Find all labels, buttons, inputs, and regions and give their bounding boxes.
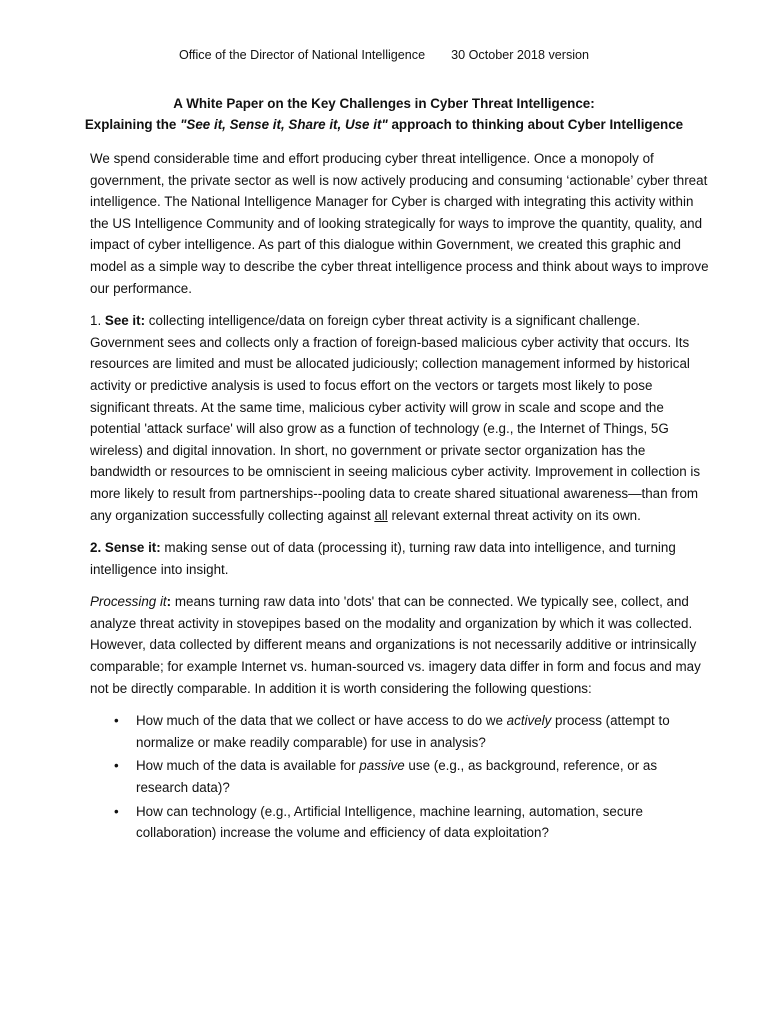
list-item-text: How much of the data that we collect or have access to do we (136, 713, 507, 729)
section-1-underlined: all (374, 507, 388, 523)
title-line-2-italic: "See it, Sense it, Share it, Use it" (180, 117, 388, 132)
title-line-2 (0, 114, 768, 135)
section-2-heading: Sense it: (104, 540, 161, 556)
document-body (90, 148, 710, 846)
list-item-italic: actively (506, 713, 552, 729)
section-2-number: 2. (90, 540, 105, 556)
list-item (90, 755, 710, 798)
bullet-icon: • (114, 713, 119, 729)
title-line-2-prefix: Explaining the (84, 117, 181, 132)
list-item-text-end: use (e.g., as background, reference, or as research data)? (136, 758, 658, 796)
list-item (90, 801, 710, 844)
section-sense-it (90, 537, 710, 580)
list-item-italic: passive (359, 758, 405, 774)
question-list (90, 710, 710, 844)
bullet-icon: • (114, 803, 119, 819)
section-see-it (90, 310, 710, 526)
processing-text: means turning raw data into 'dots' that can be connected. We typically see, collect, and analyze threat activity in stovepipes based on the modality and organization by which it was collected. However, data collected by different means and organizations is not necessarily additive or intrinsically comparable; for example Internet vs. human-sourced vs. imagery data differ in form and focus and may not be directly comparable. In addition it is worth considering the following questions: (90, 594, 701, 696)
document-title (0, 93, 768, 135)
processing-label: Processing it (90, 594, 167, 610)
list-item (90, 710, 710, 753)
section-1-heading: See it: (104, 313, 146, 329)
header-org: Office of the Director of National Intelligence (178, 48, 426, 62)
processing-colon: : (166, 594, 172, 610)
section-1-text-end: relevant external threat activity on its own. (387, 507, 641, 523)
processing-paragraph (90, 591, 710, 699)
bullet-icon: • (114, 758, 119, 774)
intro-paragraph: We spend considerable time and effort producing cyber threat intelligence. Once a monopoly of government, the private sector as well is now actively producing and consuming ‘actionable’ cyber threat intelligence. The National Intelligence Manager for Cyber is charged with integrating this activity within the US Intelligence Community and of looking strategically for ways to improve the quantity, quality, and impact of cyber intelligence. As part of this dialogue within Government, we created this graphic and model as a simple way to describe the cyber threat intelligence process and think about ways to improve our performance. (90, 151, 709, 296)
section-1-number: 1. (90, 313, 105, 329)
list-item-text: How can technology (e.g., Artificial Intelligence, machine learning, automation, secure collaboration) increase the volume and efficiency of data exploitation? (136, 803, 643, 841)
list-item-text-end: process (attempt to normalize or make readily comparable) for use in analysis? (136, 713, 670, 750)
page-header (0, 46, 768, 64)
section-1-text: collecting intelligence/data on foreign cyber threat activity is a significant challenge. Government sees and collects only a fraction of foreign-based malicious cyber activity that occurs. Its resources are limited and must be allocated judiciously; collection management informed by historical activity or predictive analysis is used to focus effort on the vectors or targets most likely to pose significant threats. At the same time, malicious cyber activity will grow in scale and scope and the potential 'attack surface' will also grow as a function of technology (e.g., the Internet of Things, 5G wireless) and digital innovation. In short, no government or private sector organization has the bandwidth or resources to be omniscient in seeing malicious cyber activity. Improvement in collection is more likely to result from partnerships--pooling data to create shared situational awareness—than from any organization successfully collecting against (90, 313, 701, 523)
header-version: 30 October 2018 version (451, 48, 590, 62)
title-line-2-suffix: approach to thinking about Cyber Intelligence (387, 117, 684, 132)
section-2-text: making sense out of data (processing it), turning raw data into intelligence, and turning intelligence into insight. (90, 540, 676, 577)
list-item-text: How much of the data is available for (136, 758, 360, 774)
title-line-1: A White Paper on the Key Challenges in Cyber Threat Intelligence: (173, 96, 595, 111)
